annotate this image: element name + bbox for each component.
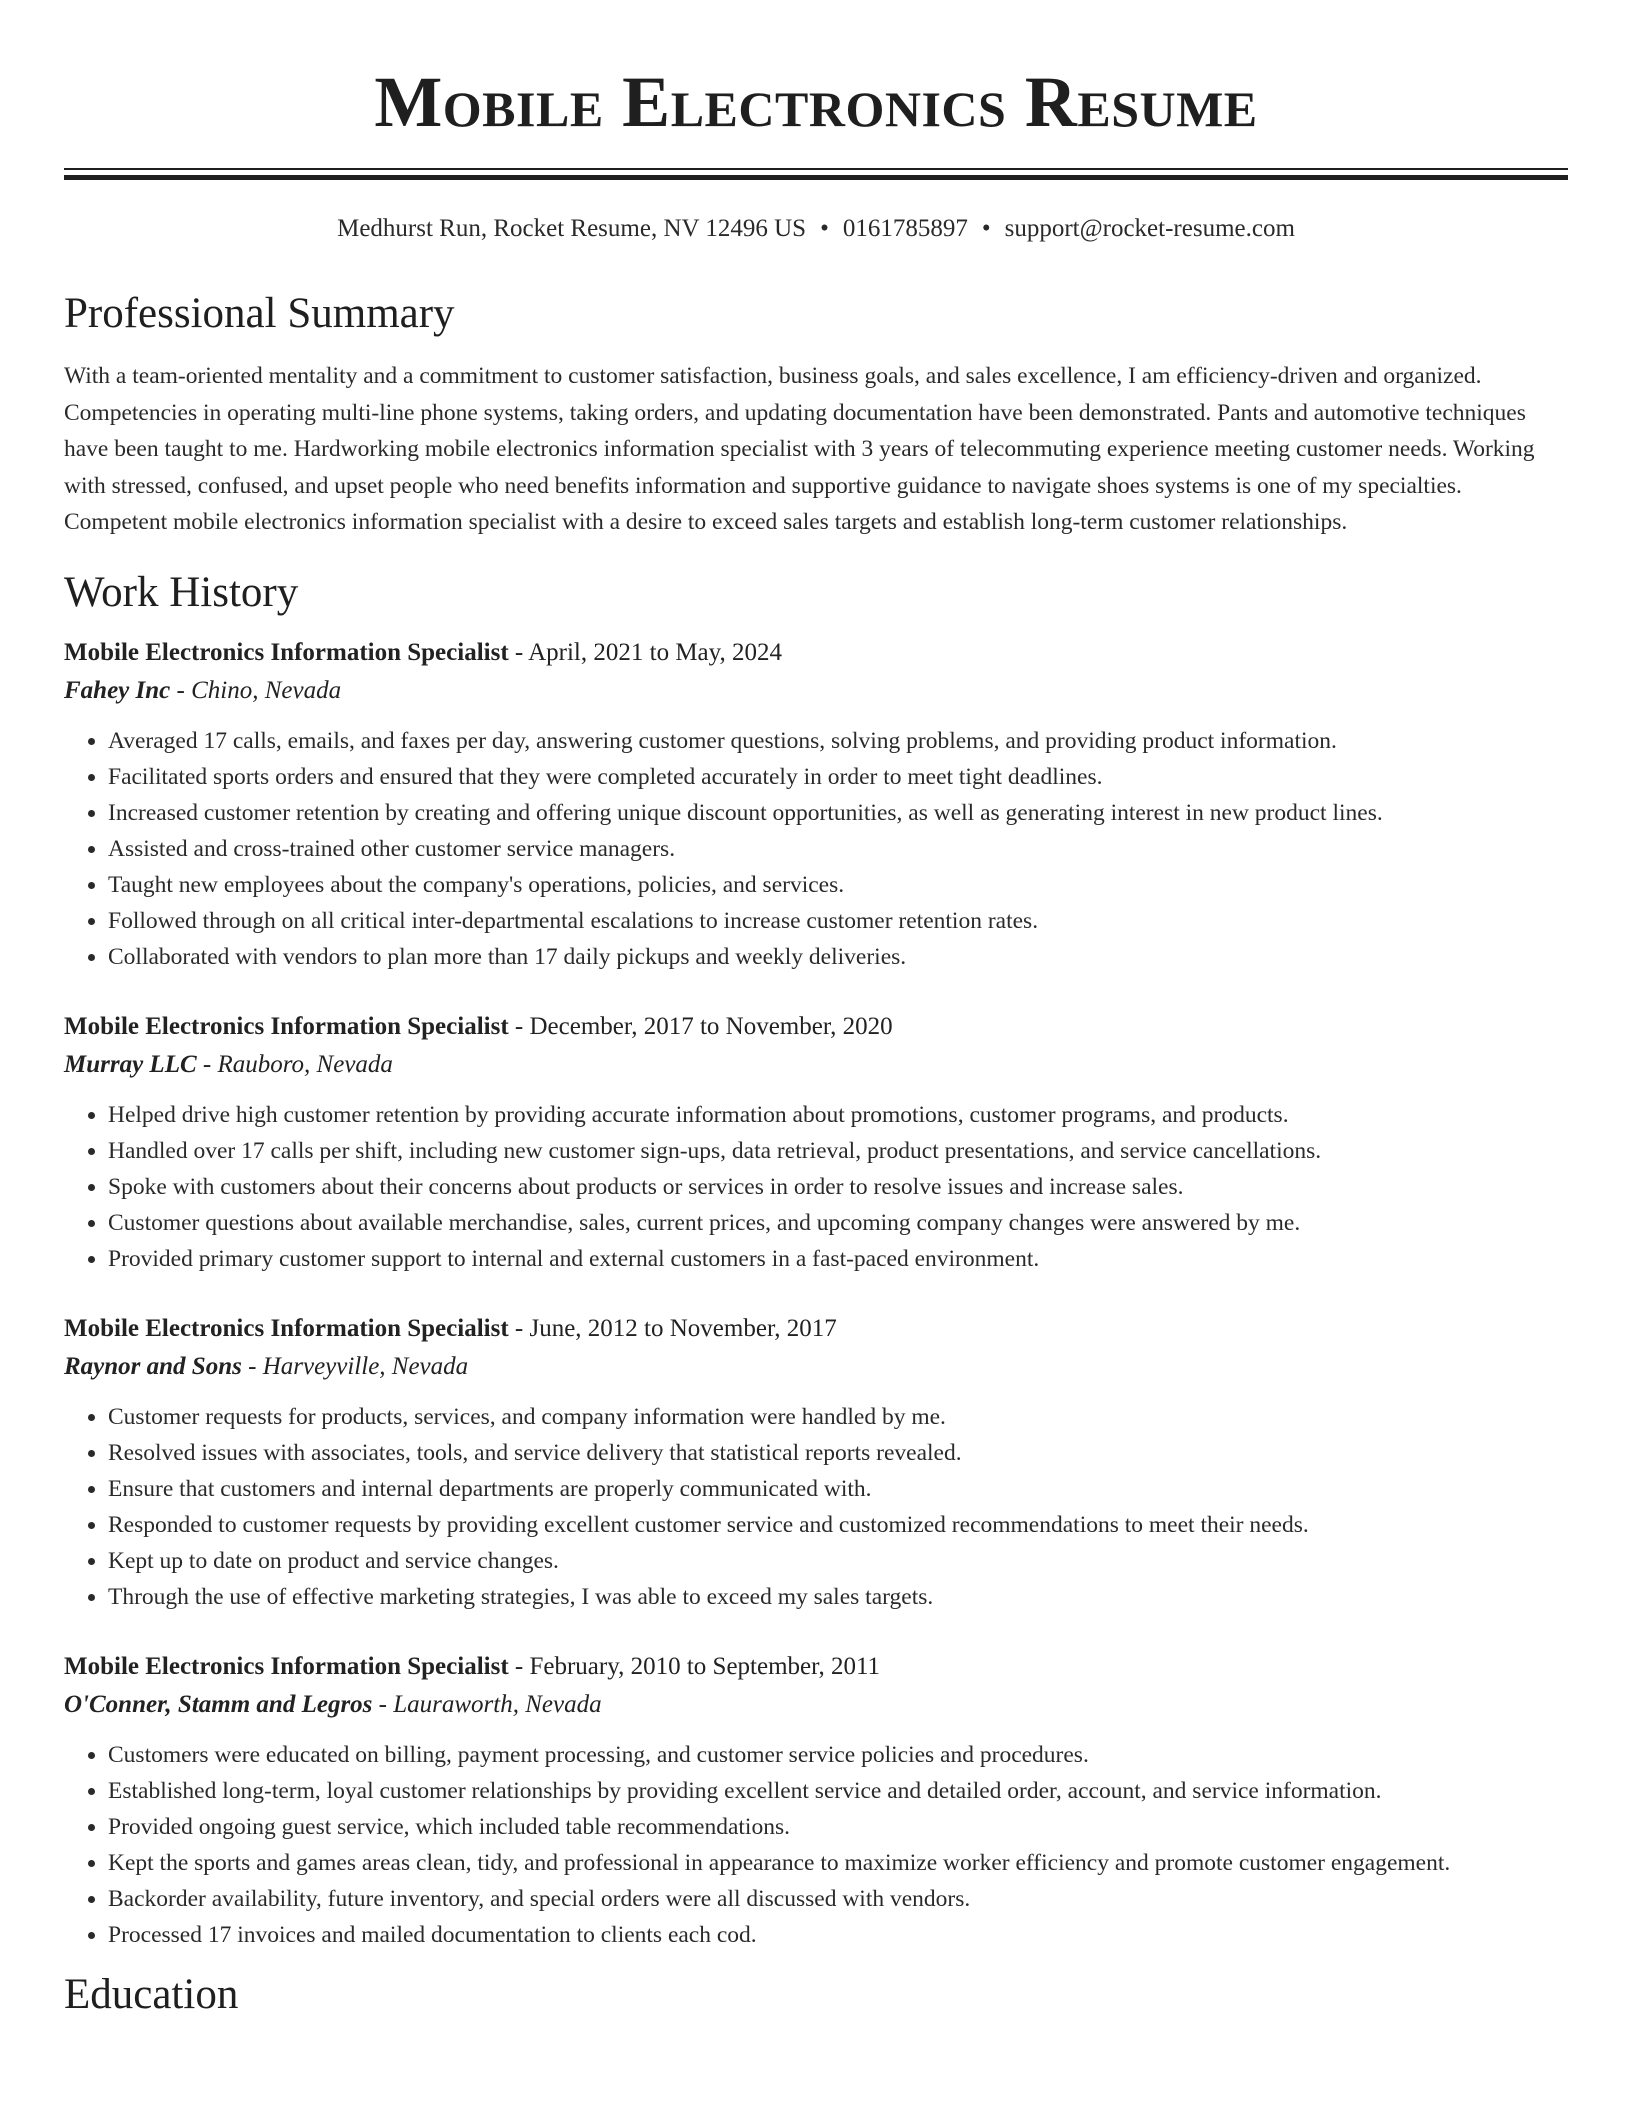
job-entry — [64, 1311, 1568, 1615]
job-dash: - — [508, 1652, 530, 1680]
job-dash: - — [508, 1012, 530, 1040]
job-company: O'Conner, Stamm and Legros — [64, 1690, 373, 1718]
job-dash: - — [196, 1050, 218, 1078]
job-entry — [64, 1649, 1568, 1953]
job-duty-item: • Established long-term, loyal customer relationships by providing excellent service and detailed order, account, and service information. — [108, 1773, 1568, 1809]
job-role: Mobile Electronics Information Specialist — [64, 1314, 509, 1342]
job-duty-item: • Customers were educated on billing, payment processing, and customer service policies and procedures. — [108, 1737, 1568, 1773]
job-duties-list — [64, 1399, 1568, 1615]
job-dates: April, 2021 to May, 2024 — [528, 638, 783, 666]
work-history-heading: Work History — [64, 568, 299, 616]
job-dash: - — [508, 1314, 530, 1342]
job-dash: - — [508, 638, 529, 666]
summary-heading: Professional Summary — [64, 290, 455, 337]
summary-text: With a team-oriented mentality and a commitment to customer satisfaction, business goals, and sales excellence, I am efficiency-driven and organized. Competencies in operating multi-line phone systems, taking orders, and updating documentation have been demonstrated. Pants and automotive techniques have been taught to me. Hardworking mobile electronics information specialist with 3 years of telecommuting experience meeting customer needs. Working with stressed, confused, and upset people who need benefits information and supportive guidance to navigate shoes systems is one of my specialties. Competent mobile electronics information specialist with a desire to exceed sales targets and establish long-term customer relationships. — [64, 363, 1535, 535]
job-duty-item: • Kept the sports and games areas clean, tidy, and professional in appearance to maximize worker efficiency and promote customer engagement. — [108, 1845, 1568, 1881]
job-dash: - — [170, 676, 192, 704]
job-duty-item: • Backorder availability, future inventory, and special orders were all discussed with vendors. — [108, 1881, 1568, 1917]
job-company: Raynor and Sons — [64, 1352, 242, 1380]
job-duty-item: • Increased customer retention by creating and offering unique discount opportunities, as well as generating interest in new product lines. — [108, 795, 1568, 831]
divider-thick — [64, 175, 1568, 180]
contact-address: Medhurst Run, Rocket Resume, NV 12496 US — [337, 215, 807, 242]
job-location: Lauraworth, Nevada — [393, 1690, 602, 1718]
job-entry — [64, 1009, 1568, 1277]
job-location: Harveyville, Nevada — [262, 1352, 469, 1380]
job-role: Mobile Electronics Information Specialist — [64, 1012, 509, 1040]
job-duties-list — [64, 1097, 1568, 1277]
job-duty-item: • Customer questions about available merchandise, sales, current prices, and upcoming company changes were answered by me. — [108, 1205, 1568, 1241]
job-location: Rauboro, Nevada — [217, 1050, 393, 1078]
contact-separator: • — [820, 215, 829, 242]
job-company: Murray LLC — [64, 1050, 197, 1078]
job-duty-item: • Through the use of effective marketing strategies, I was able to exceed my sales targets. — [108, 1579, 1568, 1615]
job-location: Chino, Nevada — [191, 676, 342, 704]
job-dash: - — [241, 1352, 263, 1380]
contact-email: support@rocket-resume.com — [1004, 215, 1295, 242]
job-duty-item: • Followed through on all critical inter-departmental escalations to increase customer retention rates. — [108, 903, 1568, 939]
job-duty-item: • Ensure that customers and internal departments are properly communicated with. — [108, 1471, 1568, 1507]
job-duty-item: • Processed 17 invoices and mailed documentation to clients each cod. — [108, 1917, 1568, 1953]
job-dates: February, 2010 to September, 2011 — [529, 1652, 881, 1680]
job-duty-item: • Customer requests for products, services, and company information were handled by me. — [108, 1399, 1568, 1435]
job-role: Mobile Electronics Information Specialist — [64, 1652, 509, 1680]
resume-title: Mobile Electronics Resume — [374, 62, 1258, 142]
job-company-line — [64, 1045, 1568, 1085]
job-duty-item: • Assisted and cross-trained other customer service managers. — [108, 831, 1568, 867]
job-duty-item: • Spoke with customers about their concerns about products or services in order to resolve issues and increase sales. — [108, 1169, 1568, 1205]
job-dates: June, 2012 to November, 2017 — [529, 1314, 837, 1342]
job-company-line — [64, 671, 1568, 711]
job-company: Fahey Inc — [64, 676, 171, 704]
job-duties-list — [64, 723, 1568, 975]
job-duty-item: • Helped drive high customer retention by providing accurate information about promotions, customer programs, and products. — [108, 1097, 1568, 1133]
job-duty-item: • Collaborated with vendors to plan more than 17 daily pickups and weekly deliveries. — [108, 939, 1568, 975]
education-heading: Education — [64, 1970, 239, 2018]
job-duty-item: • Provided ongoing guest service, which included table recommendations. — [108, 1809, 1568, 1845]
job-duty-item: • Provided primary customer support to internal and external customers in a fast-paced environment. — [108, 1241, 1568, 1277]
contact-phone: 0161785897 — [842, 215, 968, 242]
contact-line — [64, 214, 1568, 244]
job-title-line — [64, 1009, 1568, 1045]
job-title-line — [64, 1311, 1568, 1347]
job-role: Mobile Electronics Information Specialist — [64, 638, 509, 666]
job-company-line — [64, 1685, 1568, 1725]
job-title-line — [64, 635, 1568, 671]
job-company-line — [64, 1347, 1568, 1387]
job-dates: December, 2017 to November, 2020 — [529, 1012, 893, 1040]
job-duty-item: • Resolved issues with associates, tools, and service delivery that statistical reports revealed. — [108, 1435, 1568, 1471]
job-duty-item: • Responded to customer requests by providing excellent customer service and customized recommendations to meet their needs. — [108, 1507, 1568, 1543]
job-title-line — [64, 1649, 1568, 1685]
divider-thin — [64, 168, 1568, 170]
job-entry — [64, 635, 1568, 975]
job-duties-list — [64, 1737, 1568, 1953]
job-dash: - — [372, 1690, 394, 1718]
job-duty-item: • Handled over 17 calls per shift, including new customer sign-ups, data retrieval, product presentations, and service cancellations. — [108, 1133, 1568, 1169]
title-divider — [64, 168, 1568, 180]
job-duty-item: • Taught new employees about the company's operations, policies, and services. — [108, 867, 1568, 903]
job-duty-item: • Kept up to date on product and service changes. — [108, 1543, 1568, 1579]
work-history-list — [64, 635, 1568, 1953]
job-duty-item: • Facilitated sports orders and ensured that they were completed accurately in order to meet tight deadlines. — [108, 759, 1568, 795]
job-duty-item: • Averaged 17 calls, emails, and faxes per day, answering customer questions, solving problems, and providing product information. — [108, 723, 1568, 759]
contact-separator: • — [981, 215, 991, 242]
